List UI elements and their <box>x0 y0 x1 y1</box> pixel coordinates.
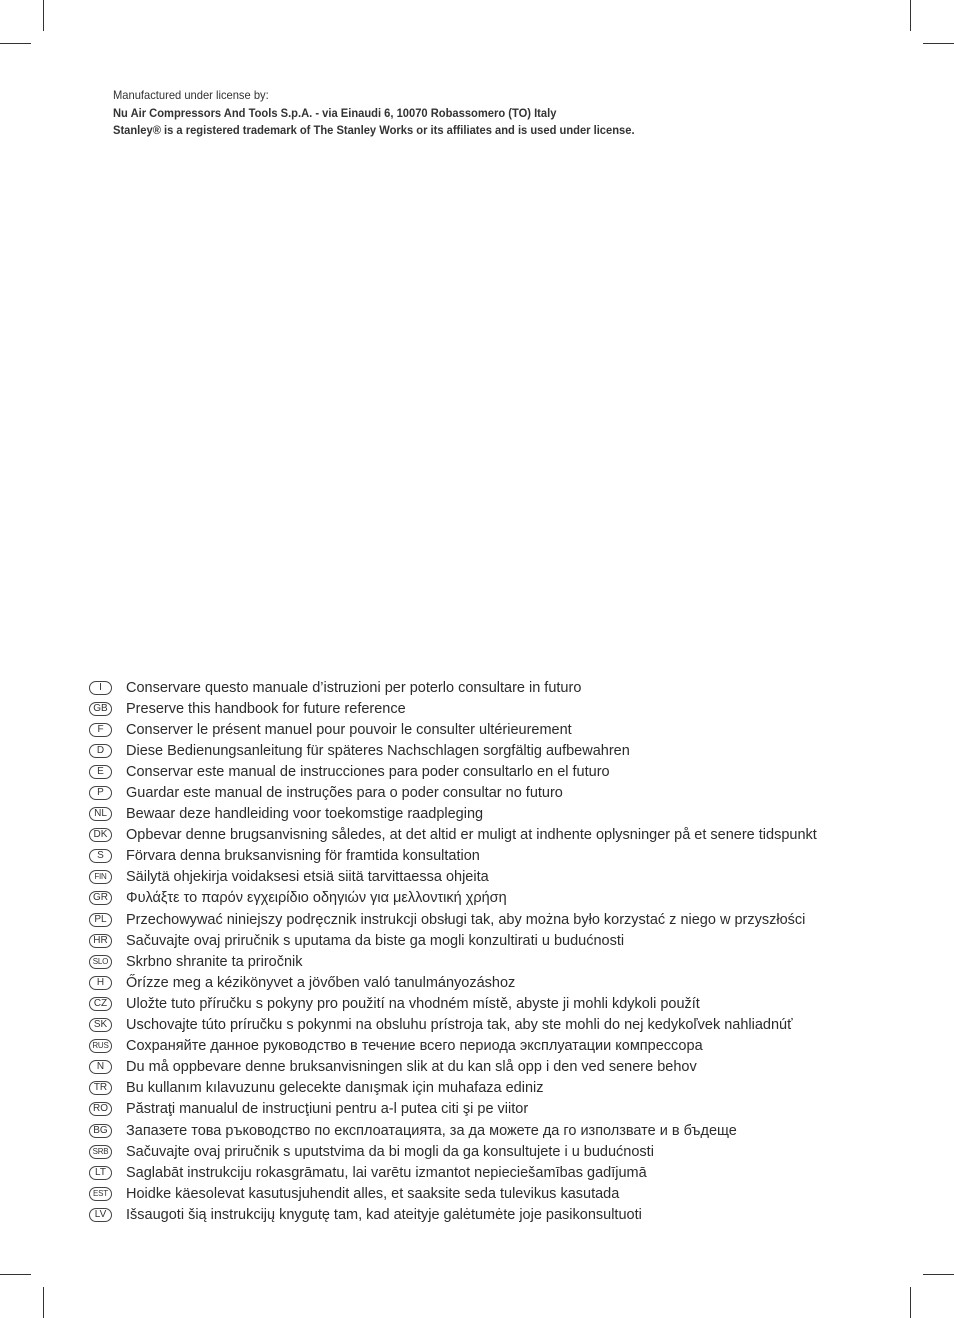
language-row <box>89 930 817 951</box>
crop-mark-top-left-horizontal <box>0 43 31 44</box>
language-instruction-text: Guardar este manual de instruções para o poder consultar no futuro <box>126 785 563 802</box>
language-instruction-text: Opbevar denne brugsanvisning således, at det altid er muligt at indhente oplysninger på et senere tidspunkt <box>126 827 817 844</box>
license-line-manufactured: Manufactured under license by: <box>113 88 269 102</box>
language-code-badge: D <box>89 744 112 758</box>
language-instruction-text: Skrbno shranite ta priročnik <box>126 953 303 970</box>
language-instruction-text: Sačuvajte ovaj priručnik s uputstvima da bi mogli da ga konsultujete i u budućnosti <box>126 1143 654 1160</box>
language-row <box>89 1183 817 1204</box>
language-code-badge: E <box>89 765 112 779</box>
language-code-badge: RUS <box>89 1039 112 1053</box>
language-code-badge: LT <box>89 1166 112 1180</box>
language-code-badge: LV <box>89 1208 112 1222</box>
language-instruction-text: Bu kullanım kılavuzunu gelecekte danışmak için muhafaza ediniz <box>126 1080 544 1097</box>
language-instruction-text: Запазете това ръководство по експлоатацията, за да можете да го използвате и в бъдеще <box>126 1122 737 1139</box>
language-code-badge: H <box>89 976 112 990</box>
license-line-manufacturer: Nu Air Compressors And Tools S.p.A. - via Einaudi 6, 10070 Robassomero (TO) Italy <box>113 105 557 120</box>
language-instruction-text: Bewaar deze handleiding voor toekomstige raadpleging <box>126 806 484 823</box>
language-code-badge: RO <box>89 1102 112 1116</box>
language-row <box>89 846 817 867</box>
language-row <box>89 740 817 761</box>
language-code-badge: EST <box>89 1187 112 1201</box>
crop-mark-bottom-right-horizontal <box>923 1274 954 1275</box>
language-instruction-list <box>89 677 817 1225</box>
language-instruction-text: Φυλάξτε το παρόν εγχειρίδιο οδηγιών για μελλοντική χρήση <box>126 890 507 907</box>
language-code-badge: TR <box>89 1081 112 1095</box>
language-instruction-text: Przechowywać niniejszy podręcznik instrukcji obsługi tak, aby można było korzystać z niego w przyszłości <box>126 911 806 928</box>
language-instruction-text: Uložte tuto příručku s pokyny pro použití na vhodném místě, abyste ji mohli kdykoli použít <box>126 995 700 1012</box>
crop-mark-top-left-vertical <box>43 0 44 31</box>
crop-mark-top-right-vertical <box>910 0 911 31</box>
crop-mark-bottom-left-vertical <box>43 1287 44 1318</box>
language-instruction-text: Förvara denna bruksanvisning för framtida konsultation <box>126 848 480 865</box>
language-row <box>89 972 817 993</box>
language-instruction-text: Uschovajte túto príručku s pokynmi na obsluhu prístroja tak, aby ste mohli do nej kedykoľvek nahliadnúť <box>126 1017 793 1034</box>
language-row <box>89 782 817 803</box>
license-line-trademark: Stanley® is a registered trademark of The Stanley Works or its affiliates and is used under license. <box>113 123 635 137</box>
language-code-badge: GR <box>89 891 112 905</box>
language-row <box>89 677 817 698</box>
language-row <box>89 698 817 719</box>
language-code-badge: S <box>89 849 112 863</box>
language-row <box>89 1120 817 1141</box>
language-row <box>89 951 817 972</box>
language-instruction-text: Păstraţi manualul de instrucţiuni pentru a-l putea citi şi pe viitor <box>126 1101 529 1118</box>
language-code-badge: PL <box>89 913 112 927</box>
language-row <box>89 1057 817 1078</box>
license-header <box>113 87 635 140</box>
language-instruction-text: Hoidke käesolevat kasutusjuhendit alles, et saaksite seda tulevikus kasutada <box>126 1185 620 1202</box>
language-row <box>89 1162 817 1183</box>
language-code-badge: N <box>89 1060 112 1074</box>
language-instruction-text: Сохраняйте данное руководство в течение всего периода эксплуатации компрессора <box>126 1038 703 1055</box>
language-row <box>89 1036 817 1057</box>
language-code-badge: F <box>89 723 112 737</box>
language-row <box>89 867 817 888</box>
language-row <box>89 888 817 909</box>
language-instruction-text: Conservare questo manuale d’istruzioni per poterlo consultare in futuro <box>126 679 582 696</box>
language-instruction-text: Conservar este manual de instrucciones para poder consultarlo en el futuro <box>126 763 610 780</box>
language-instruction-text: Conserver le présent manuel pour pouvoir le consulter ultérieurement <box>126 721 572 738</box>
language-row <box>89 825 817 846</box>
language-code-badge: P <box>89 786 112 800</box>
language-code-badge: NL <box>89 807 112 821</box>
language-row <box>89 1204 817 1225</box>
language-row <box>89 1015 817 1036</box>
language-row <box>89 804 817 825</box>
language-row <box>89 909 817 930</box>
language-code-badge: SLO <box>89 955 112 969</box>
language-code-badge: BG <box>89 1124 112 1138</box>
language-row <box>89 761 817 782</box>
language-row <box>89 1141 817 1162</box>
language-instruction-text: Diese Bedienungsanleitung für späteres Nachschlagen sorgfältig aufbewahren <box>126 742 630 759</box>
language-instruction-text: Išsaugoti šią instrukcijų knygutę tam, kad ateityje galėtumėte joje pasikonsultuoti <box>126 1206 642 1223</box>
language-code-badge: CZ <box>89 997 112 1011</box>
crop-mark-bottom-left-horizontal <box>0 1274 31 1275</box>
language-row <box>89 719 817 740</box>
language-code-badge: DK <box>89 828 112 842</box>
language-instruction-text: Säilytä ohjekirja voidaksesi etsiä siitä tarvittaessa ohjeita <box>126 869 489 886</box>
crop-mark-top-right-horizontal <box>923 43 954 44</box>
language-row <box>89 1099 817 1120</box>
language-instruction-text: Őrízze meg a kézikönyvet a jövőben való tanulmányozáshoz <box>126 974 516 991</box>
language-instruction-text: Du må oppbevare denne bruksanvisningen slik at du kan slå opp i den ved senere behov <box>126 1059 697 1076</box>
language-row <box>89 993 817 1014</box>
crop-mark-bottom-right-vertical <box>910 1287 911 1318</box>
language-code-badge: FIN <box>89 870 112 884</box>
language-code-badge: I <box>89 681 112 695</box>
language-row <box>89 1078 817 1099</box>
language-code-badge: SRB <box>89 1145 112 1159</box>
language-instruction-text: Saglabāt instrukciju rokasgrāmatu, lai varētu izmantot nepieciešamības gadījumā <box>126 1164 647 1181</box>
language-instruction-text: Preserve this handbook for future reference <box>126 700 406 717</box>
language-code-badge: SK <box>89 1018 112 1032</box>
language-code-badge: HR <box>89 934 112 948</box>
language-instruction-text: Sačuvajte ovaj priručnik s uputama da biste ga mogli konzultirati u budućnosti <box>126 932 625 949</box>
language-code-badge: GB <box>89 702 112 716</box>
